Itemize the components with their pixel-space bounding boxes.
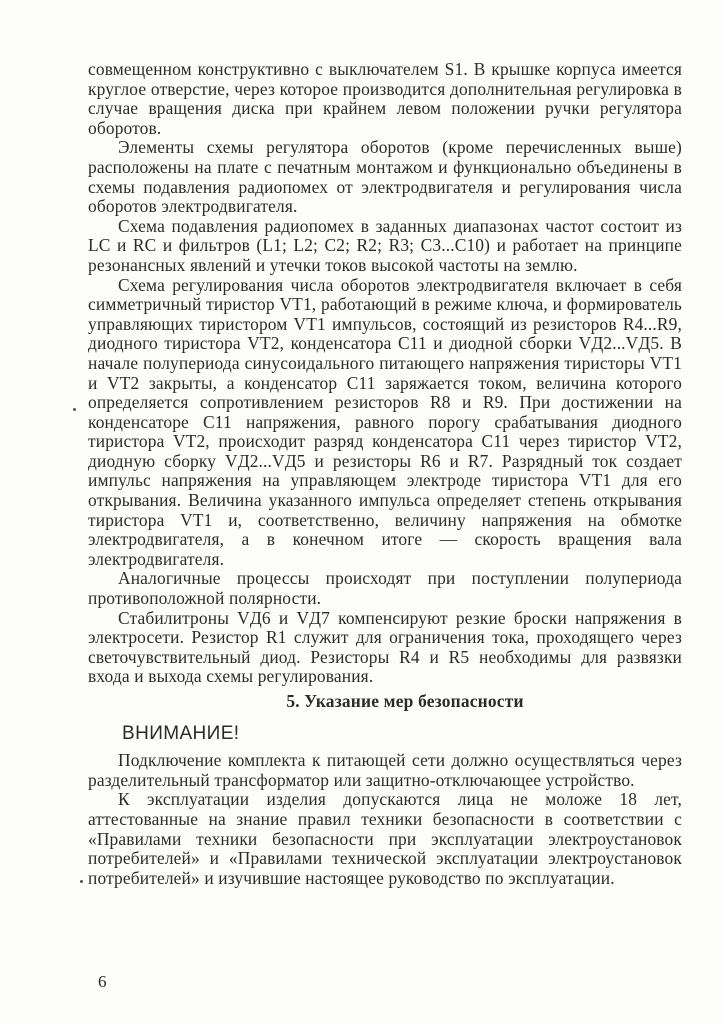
paragraph-noise-suppression: Схема подавления радиопомех в заданных диапазонах частот состоит из LC и RC и фильтров (L1; L2; C2; R2; R3; C3...C10) и работает на принципе резонансных явлений и утечки токов высокой частоты на землю.	[88, 215, 682, 275]
page-number: 6	[98, 972, 107, 991]
warning-heading: ВНИМАНИЕ!	[122, 722, 240, 744]
paper-speck	[73, 408, 76, 411]
paragraph-continued: совмещенном конструктивно с выключателем S1. В крышке корпуса имеется круглое отверстие, через которое производится дополнительная регулировка в случае вращения диска при крайнем левом положении ручки регулятора оборотов.	[88, 59, 682, 138]
paragraph-speed-regulation: Схема регулирования числа оборотов электродвигателя включает в себя симметричный тиристор VT1, работающий в режиме ключа, и формирователь управляющих тиристором VT1 импульсов, состоящий из резисторов R4...R9, диодного тиристора VT2, конденсатора C11 и диодной сборки VД2...VД5. В начале полупериода синусоидального питающего напряжения тиристоры VT1 и VT2 закрыты, а конденсатор C11 заряжается током, величина которого определяется сопротивлением резисторов R8 и R9. При достижении на конденсаторе C11 напряжения, равного порогу срабатывания диодного тиристора VT2, происходит разряд конденсатора C11 через тиристор VT2, диодную сборку VД2...VД5 и резисторы R6 и R7. Разрядный ток создает импульс напряжения на управляющем электроде тиристора VT1 для его открывания. Величина указанного импульса определяет степень открывания тиристора VT1 и, соответственно, величину напряжения на обмотке электродвигателя, а в конечном итоге — скорость вращения вала электродвигателя.	[88, 274, 682, 569]
page-body	[88, 60, 682, 888]
paragraph-opposite-polarity: Аналогичные процессы происходят при поступлении полупериода противоположной полярности.	[88, 568, 682, 609]
section-heading-safety: 5. Указание мер безопасности	[286, 691, 524, 711]
paragraph-zener-diodes: Стабилитроны VД6 и VД7 компенсируют резкие броски напряжения в электросети. Резистор R1 служит для ограничения тока, проходящего через светочувствительный диод. Резисторы R4 и R5 необходимы для развязки входа и выхода схемы регулирования.	[88, 607, 682, 687]
paragraph-circuit-elements: Элементы схемы регулятора оборотов (кроме перечисленных выше) расположены на плате с печатным монтажом и функционально объединены в схемы подавления радиопомех от электродвигателя и регулирования числа оборотов электродвигателя.	[88, 137, 682, 217]
paragraph-operator-requirement: К эксплуатации изделия допускаются лица не моложе 18 лет, аттестованные на знание правил техники безопасности в соответствии с «Правилами техники безопасности при эксплуатации электроустановок потребителей» и «Правилами технической эксплуатации электроустановок потребителей» и изучившие настоящее руководство по эксплуатации.	[88, 789, 682, 888]
paragraph-connection-requirement: Подключение комплекта к питающей сети должно осуществляться через разделительный трансформатор или защитно-отключающее устройство.	[88, 750, 682, 790]
paper-speck	[80, 880, 83, 883]
